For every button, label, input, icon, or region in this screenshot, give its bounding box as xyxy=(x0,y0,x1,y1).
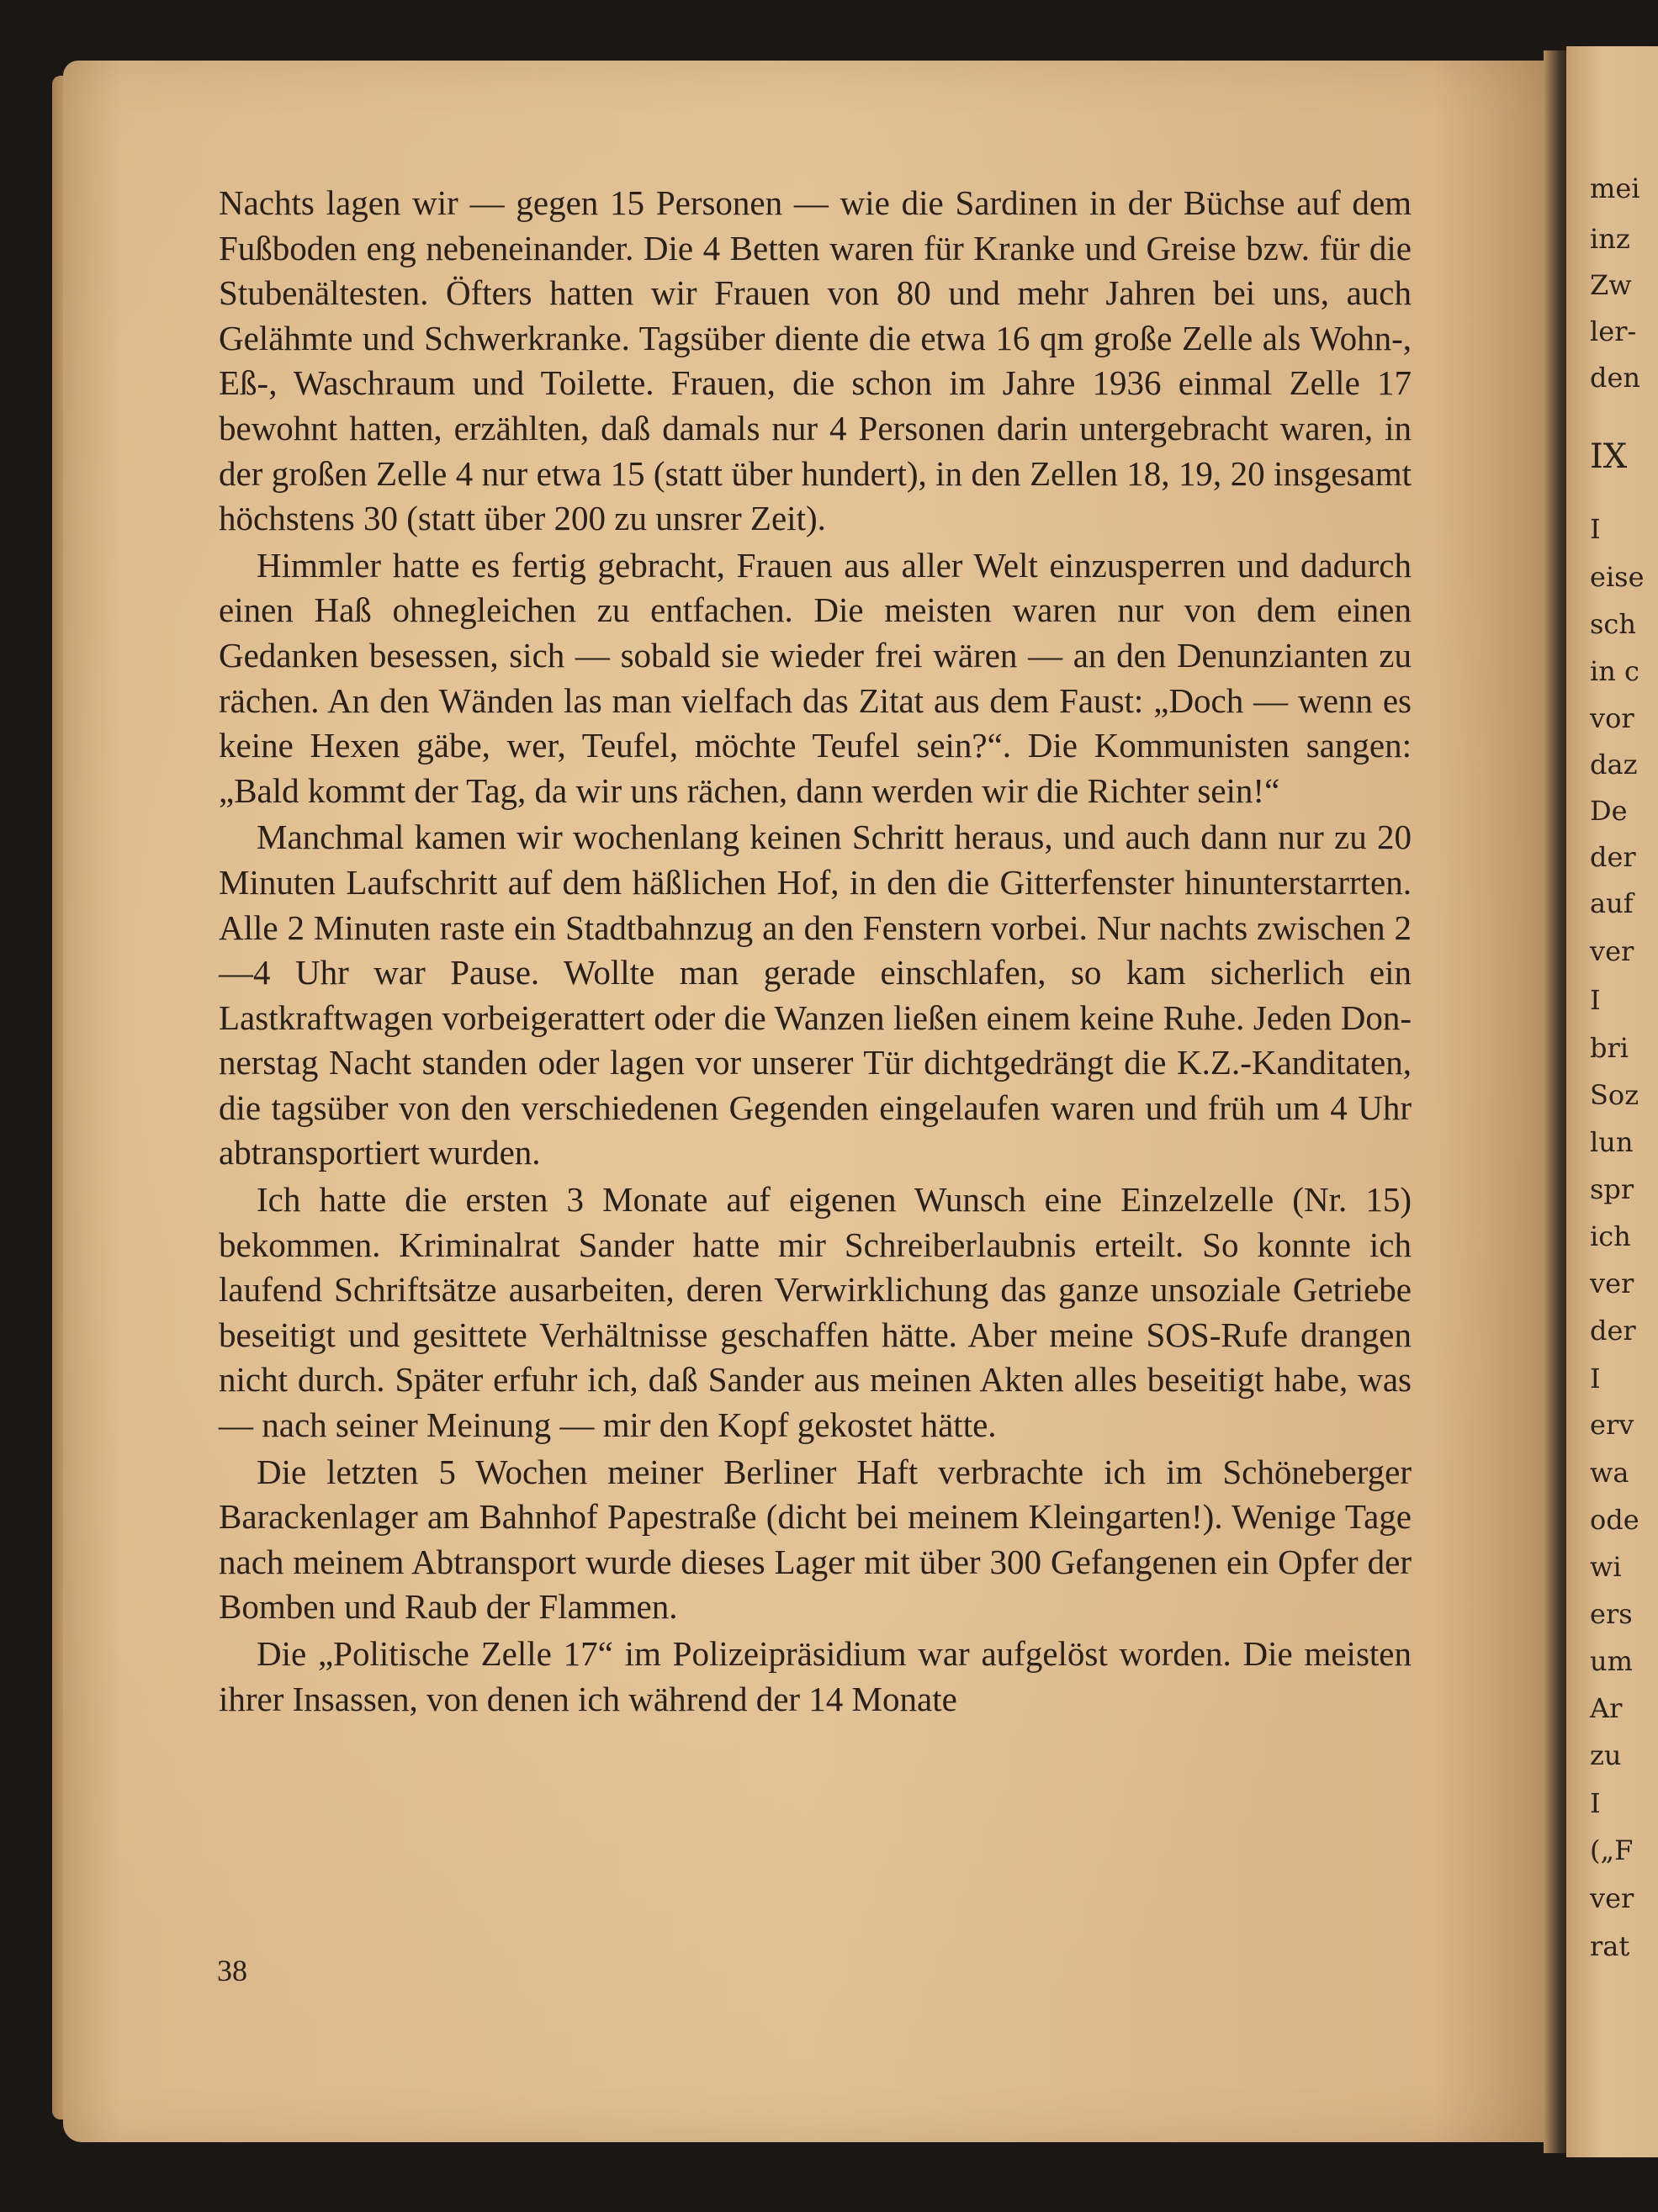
facing-page-fragment: vor xyxy=(1590,702,1634,734)
facing-page-fragment: ode xyxy=(1590,1504,1639,1536)
body-text xyxy=(219,181,1412,1723)
facing-page-fragment: in c xyxy=(1590,655,1639,687)
facing-page-fragment: rat xyxy=(1590,1930,1630,1962)
facing-page-fragment: I xyxy=(1590,1363,1601,1394)
facing-page-fragment: zu xyxy=(1590,1739,1622,1771)
facing-page-fragment: erv xyxy=(1590,1409,1634,1441)
facing-page-fragment: IX xyxy=(1590,437,1628,476)
facing-page-fragment: Zw xyxy=(1590,269,1632,301)
facing-page-fragment: der xyxy=(1590,1315,1636,1347)
facing-page-fragment: I xyxy=(1590,984,1601,1016)
facing-page-fragment: („F xyxy=(1590,1834,1634,1866)
facing-page-fragment: spr xyxy=(1590,1173,1634,1205)
facing-page-fragment: Ar xyxy=(1590,1692,1623,1724)
facing-page-fragment: auf xyxy=(1590,887,1634,919)
facing-page-fragment: bri xyxy=(1590,1032,1629,1064)
facing-page-fragment: ich xyxy=(1590,1220,1631,1252)
facing-page-fragment: ver xyxy=(1590,1882,1634,1914)
facing-page-fragment: den xyxy=(1590,362,1641,394)
facing-page-fragment: inz xyxy=(1590,223,1630,255)
facing-page-fragment: wa xyxy=(1590,1457,1629,1489)
facing-page-fragment: daz xyxy=(1590,749,1638,781)
facing-page-fragment: wi xyxy=(1590,1551,1622,1583)
facing-page-fragment: ler- xyxy=(1590,315,1637,347)
facing-page xyxy=(1566,46,1658,2157)
facing-page-fragment: sch xyxy=(1590,608,1636,640)
paragraph: Die letzten 5 Wochen meiner Berliner Haft verbrachte ich im Schöneberger Barackenlager am Bahnhof Papestraße (dicht bei meinem Kleingarten!). Wenige Tage nach meinem Abtransport wurde dieses Lager mit über 300 Gefangenen ein Opfer der Bomben und Raub der Flammen. xyxy=(219,1452,1412,1627)
facing-page-fragment: ver xyxy=(1590,935,1634,967)
paragraph: Die „Politische Zelle 17“ im Polizeipräsidium war aufgelöst worden. Die meisten ihrer Insassen, von denen ich während der 14 Monate xyxy=(219,1634,1412,1718)
paragraph: Manchmal kamen wir wochenlang keinen Schritt heraus, und auch dann nur zu 20 Minuten Laufschritt auf dem häßlichen Hof, in den die Gitterfenster hinunterstarrten. Alle 2 Minuten raste ein Stadtbahnzug an den Fenstern vorbei. Nur nachts zwischen 2—4 Uhr war Pause. Wollte man gerade einschlafen, so kam sicherlich ein Lastkraftwagen vorbeigerattert oder die Wanzen ließen einem keine Ruhe. Jeden Donnerstag Nacht standen oder lagen vor unserer Tür dichtgedrängt die K.Z.-Kanditaten, die tagsüber von den verschiedenen Gegenden eingelaufen waren und früh um 4 Uhr abtransportiert wurden. xyxy=(219,818,1412,1172)
facing-page-fragment: ver xyxy=(1590,1267,1634,1299)
facing-page-fragment: um xyxy=(1590,1645,1633,1677)
paragraph: Ich hatte die ersten 3 Monate auf eigenen Wunsch eine Einzelzelle (Nr. 15) bekommen. Kriminalrat Sander hatte mir Schreiberlaubnis erteilt. So konnte ich laufend Schriftsätze ausarbeiten, deren Verwirklichung das ganze unsoziale Getriebe beseitigt und gesittete Verhältnisse geschaffen hätte. Aber meine SOS-Rufe drangen nicht durch. Später erfuhr ich, daß Sander aus meinen Akten alles beseitigt habe, was — nach seiner Meinung — mir den Kopf gekostet hätte. xyxy=(219,1180,1412,1445)
book-gutter xyxy=(1544,50,1569,2153)
facing-page-fragment: der xyxy=(1590,841,1636,873)
facing-page-fragment: ers xyxy=(1590,1598,1633,1630)
paragraph: Himmler hatte es fertig gebracht, Frauen aus aller Welt einzusperren und dadurch einen Haß ohnegleichen zu entfachen. Die meisten waren nur von dem einen Gedanken besessen, sich — sobald sie wieder frei wären — an den Denunzianten zu rächen. An den Wänden las man vielfach das Zitat aus dem Faust: „Doch — wenn es keine Hexen gäbe, wer, Teufel, möchte Teufel sein?“. Die Kommunisten sangen: „Bald kommt der Tag, da wir uns rächen, dann werden wir die Richter sein!“ xyxy=(219,545,1412,810)
facing-page-fragment: eise xyxy=(1590,561,1645,593)
facing-page-fragment: mei xyxy=(1590,172,1640,204)
page-number: 38 xyxy=(217,1954,247,1987)
facing-page-fragment: lun xyxy=(1590,1126,1634,1158)
paragraph: Nachts lagen wir — gegen 15 Personen — wie die Sardinen in der Büchse auf dem Fußboden eng nebeneinander. Die 4 Betten waren für Kranke und Greise bzw. für die Stubenältesten. Öfters hatten wir Frauen von 80 und mehr Jahren bei uns, auch Gelähmte und Schwerkranke. Tagsüber diente die etwa 16 qm große Zelle als Wohn-, Eß-, Waschraum und Toilette. Frauen, die schon im Jahre 1936 einmal Zelle 17 bewohnt hatten, erzählten, daß damals nur 4 Personen darin untergebracht waren, in der großen Zelle 4 nur etwa 15 (statt über hundert), in den Zellen 18, 19, 20 insgesamt höchstens 30 (statt über 200 zu unsrer Zeit). xyxy=(219,183,1412,538)
facing-page-fragment: Soz xyxy=(1590,1079,1639,1111)
facing-page-fragment: De xyxy=(1590,795,1628,827)
facing-page-fragment: I xyxy=(1590,513,1601,545)
facing-page-fragment: I xyxy=(1590,1787,1601,1819)
